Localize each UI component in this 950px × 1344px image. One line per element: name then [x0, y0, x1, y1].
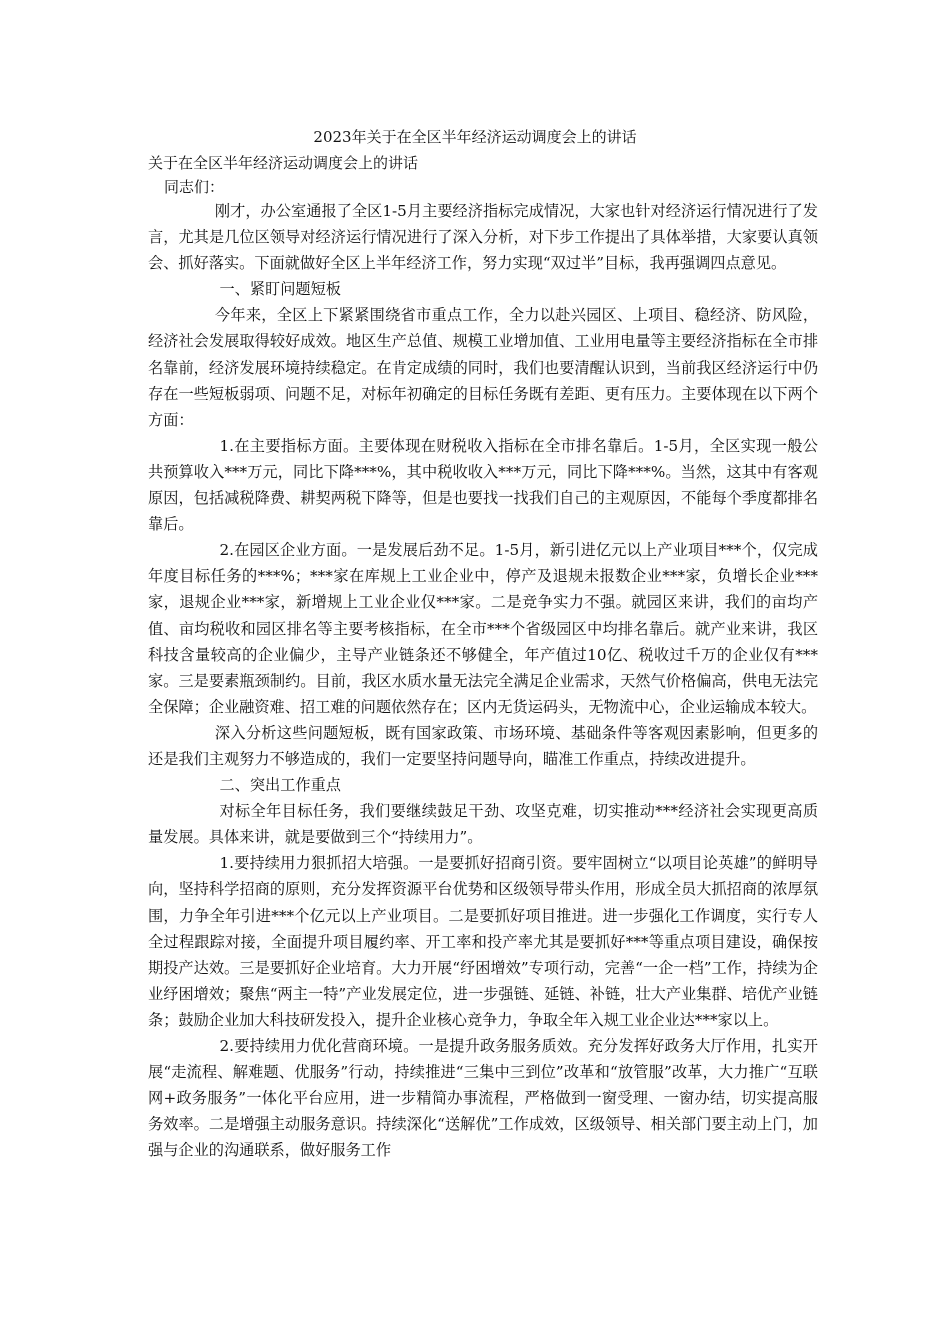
salutation: 同志们：	[164, 178, 225, 196]
paragraph: 今年来，全区上下紧紧围绕省市重点工作，全力以赴兴园区、上项目、稳经济、防风险，经济社会发展取得较好成效。地区生产总值、规模工业增加值、工业用电量等主要经济指标在全市排名靠前，经济发展环境持续稳定。在肯定成绩的同时，我们也要清醒认识到，当前我区经济运行中仍存在一些短板弱项、问题不足，对标年初确定的目标任务既有差距、更有压力。主要体现在以下两个方面：	[148, 306, 818, 429]
section-heading-2: 二、突出工作重点	[219, 776, 341, 795]
paragraph: 对标全年目标任务，我们要继续鼓足干劲、攻坚克难，切实推动***经济社会实现更高质量发展。具体来讲，就是要做到三个“持续用力”。	[148, 802, 818, 847]
paragraph: 1.要持续用力狠抓招大培强。一是要抓好招商引资。要牢固树立“以项目论英雄”的鲜明导向，坚持科学招商的原则，充分发挥资源平台优势和区级领导带头作用，形成全员大抓招商的浓厚氛围，力争全年引进***个亿元以上产业项目。二是要抓好项目推进。进一步强化工作调度，实行专人全过程跟踪对接，全面提升项目履约率、开工率和投产率尤其是要抓好***等重点项目建设，确保按期投产达效。三是要抓好企业培育。大力开展“纾困增效”专项行动，完善“一企一档”工作，持续为企业纾困增效；聚焦“两主一特”产业发展定位，进一步强链、延链、补链，壮大产业集群、培优产业链条；鼓励企业加大科技研发投入，提升企业核心竞争力，争取全年入规工业企业达***家以上。	[148, 854, 818, 1029]
paragraph-intro: 刚才，办公室通报了全区1-5月主要经济指标完成情况，大家也针对经济运行情况进行了发言，尤其是几位区领导对经济运行情况进行了深入分析，对下步工作提出了具体举措，大家要认真领会、抓好落实。下面就做好全区上半年经济工作，努力实现“双过半”目标，我再强调四点意见。	[148, 202, 818, 273]
document-body	[148, 198, 818, 1163]
section-heading-1: 一、紧盯问题短板	[219, 280, 341, 299]
paragraph: 1.在主要指标方面。主要体现在财税收入指标在全市排名靠后。1-5月，全区实现一般公共预算收入***万元，同比下降***%，其中税收收入***万元，同比下降***%。当然，这其中有客观原因，包括减税降费、耕契两税下降等，但是也要找一找我们自己的主观原因，不能每个季度都排名靠后。	[148, 436, 818, 534]
paragraph: 2.要持续用力优化营商环境。一是提升政务服务质效。充分发挥好政务大厅作用，扎实开展“走流程、解难题、优服务”行动，持续推进“三集中三到位”改革和“放管服”改革，大力推广“互联网+政务服务”一体化平台应用，进一步精简办事流程，严格做到一窗受理、一窗办结，切实提高服务效率。二是增强主动服务意识。持续深化“送解优”工作成效，区级领导、相关部门要主动上门，加强与企业的沟通联系，做好服务工作	[148, 1037, 818, 1160]
paragraph: 2.在园区企业方面。一是发展后劲不足。1-5月，新引进亿元以上产业项目***个，仅完成年度目标任务的***%；***家在库规上工业企业中，停产及退规未报数企业***家，负增长企业***家，退规企业***家，新增规上工业企业仅***家。二是竞争实力不强。就园区来讲，我们的亩均产值、亩均税收和园区排名等主要考核指标，在全市***个省级园区中均排名靠后。就产业来讲，我区科技含量较高的企业偏少，主导产业链条还不够健全，年产值过10亿、税收过千万的企业仅有***家。三是要素瓶颈制约。目前，我区水质水量无法完全满足企业需求，天然气价格偏高，供电无法完全保障；企业融资难、招工难的问题依然存在；区内无货运码头，无物流中心，企业运输成本较大。	[148, 541, 818, 716]
document-title: 2023年关于在全区半年经济运动调度会上的讲话	[313, 128, 637, 146]
document-subtitle: 关于在全区半年经济运动调度会上的讲话	[148, 154, 419, 172]
paragraph: 深入分析这些问题短板，既有国家政策、市场环境、基础条件等客观因素影响，但更多的还是我们主观努力不够造成的，我们一定要坚持问题导向，瞄准工作重点，持续改进提升。	[148, 723, 818, 768]
